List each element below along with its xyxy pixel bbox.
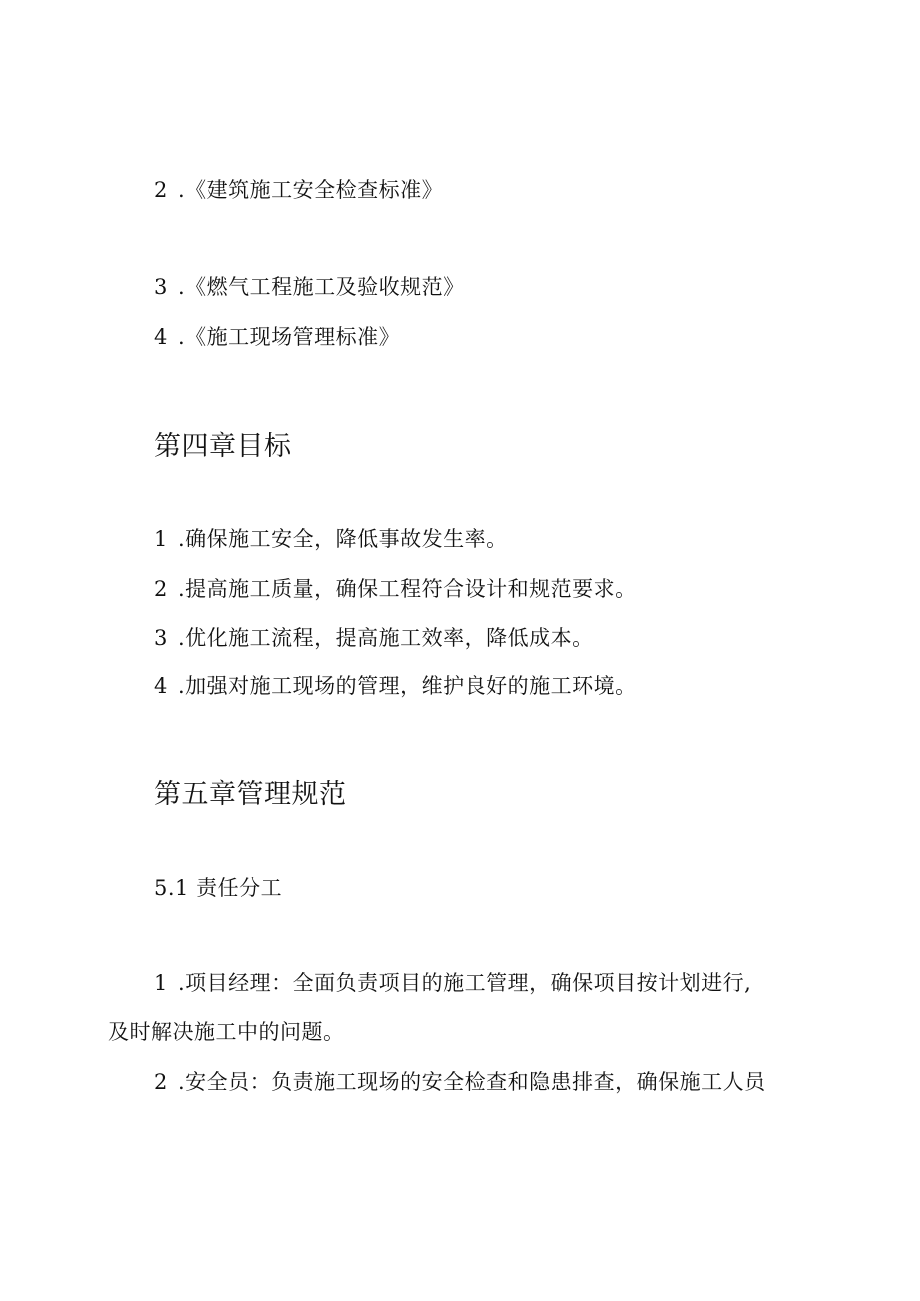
reference-number: 2: [154, 178, 168, 202]
responsibility-continuation: 及时解决施工中的问题。: [108, 1020, 345, 1044]
goal-item: [154, 673, 637, 699]
responsibility-item: [154, 970, 751, 996]
reference-item: [154, 177, 443, 203]
responsibility-item: [154, 1069, 766, 1095]
goal-text: .加强对施工现场的管理，维护良好的施工环境。: [178, 674, 637, 698]
reference-text: .《燃气工程施工及验收规范》: [178, 275, 465, 299]
goal-number: 3: [154, 626, 168, 650]
goal-number: 1: [154, 527, 168, 551]
responsibility-text: .项目经理：全面负责项目的施工管理，确保项目按计划进行,: [178, 971, 752, 995]
responsibility-number: 2: [154, 1070, 168, 1094]
chapter-heading: 第四章目标: [154, 431, 292, 462]
reference-item: [154, 324, 400, 350]
goal-text: .提高施工质量，确保工程符合设计和规范要求。: [178, 577, 637, 601]
goal-number: 4: [154, 674, 168, 698]
goal-item: [154, 576, 637, 602]
reference-text: .《施工现场管理标准》: [178, 325, 401, 349]
goal-text: .确保施工安全，降低事故发生率。: [178, 527, 508, 551]
goal-text: .优化施工流程，提高施工效率，降低成本。: [178, 626, 594, 650]
reference-number: 3: [154, 275, 168, 299]
responsibility-text: .安全员：负责施工现场的安全检查和隐患排查，确保施工人员: [178, 1070, 766, 1094]
goal-item: [154, 526, 508, 552]
responsibility-number: 1: [154, 971, 168, 995]
section-heading: 5.1 责任分工: [154, 876, 283, 900]
chapter-heading: 第五章管理规范: [154, 779, 347, 810]
goal-number: 2: [154, 577, 168, 601]
reference-number: 4: [154, 325, 168, 349]
reference-text: .《建筑施工安全检查标准》: [178, 178, 444, 202]
goal-item: [154, 625, 594, 651]
reference-item: [154, 274, 465, 300]
